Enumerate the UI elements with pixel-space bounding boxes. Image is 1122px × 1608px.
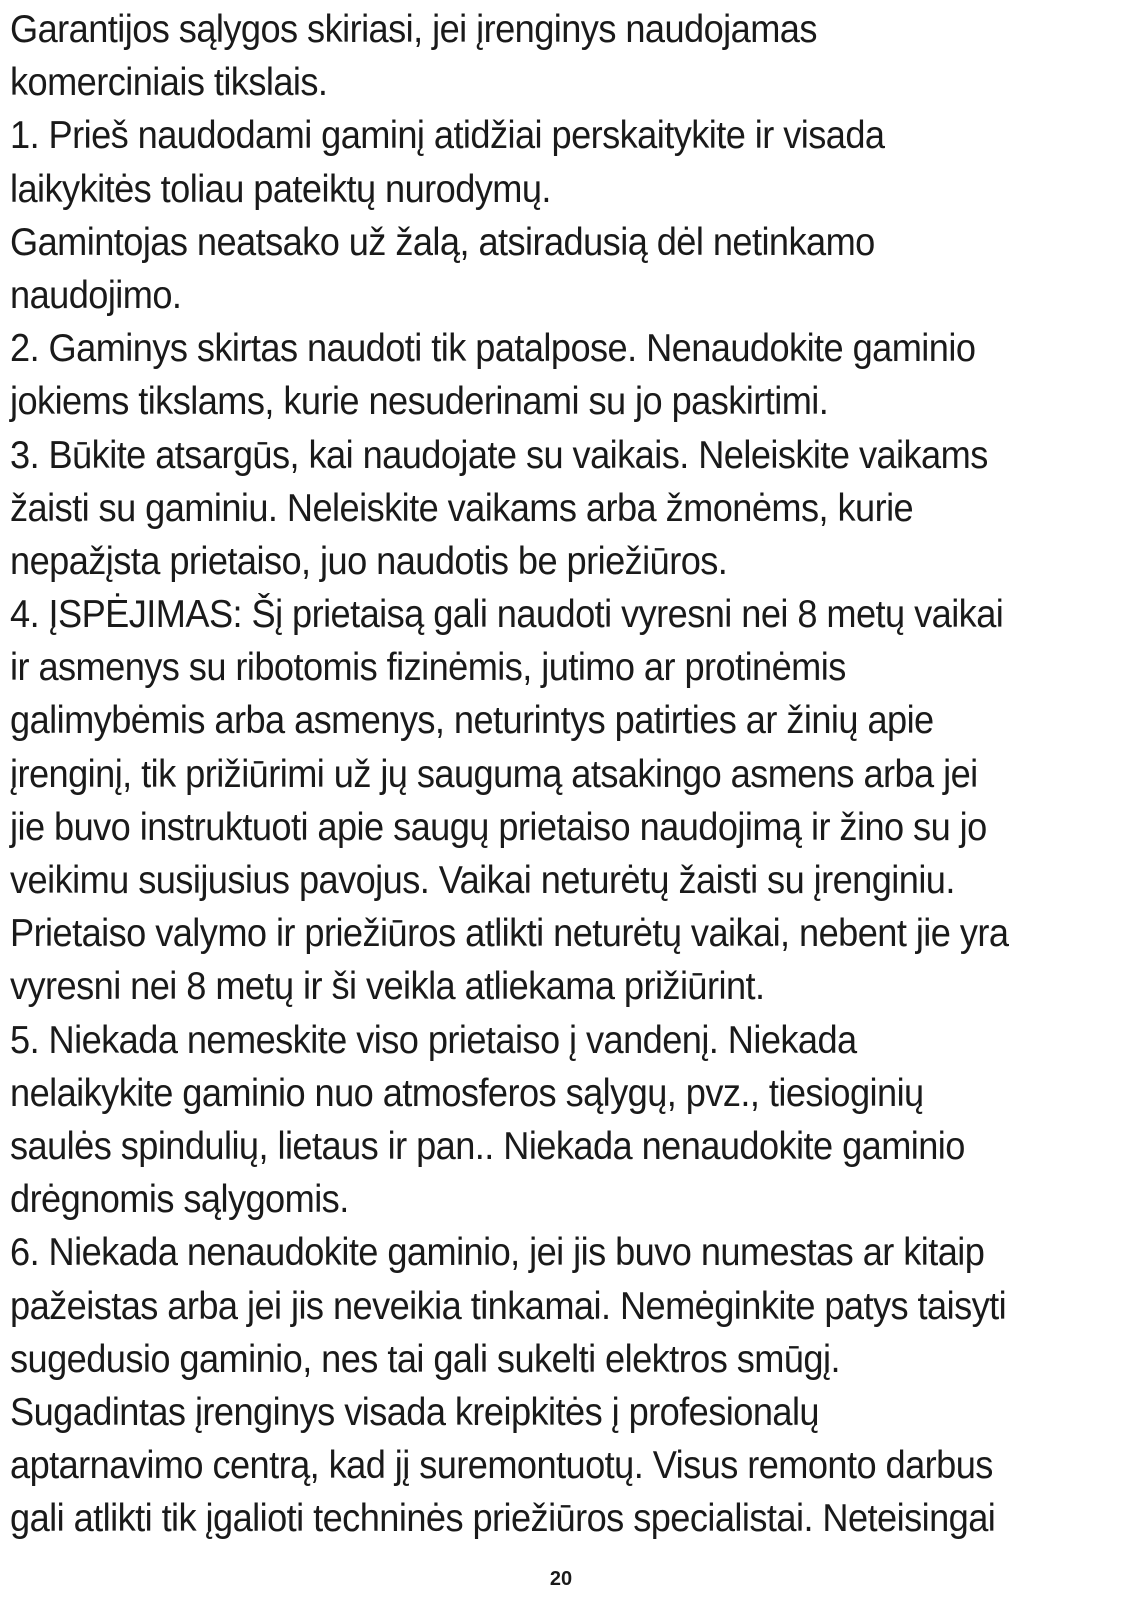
text-line: Prietaiso valymo ir priežiūros atlikti neturėtų vaikai, nebent jie yra bbox=[10, 912, 1009, 956]
text-line: Garantijos sąlygos skiriasi, jei įrenginys naudojamas bbox=[10, 8, 817, 51]
text-line: ir asmenys su ribotomis fizinėmis, jutimo ar protinėmis bbox=[10, 646, 846, 690]
page-number: 20 bbox=[549, 1568, 573, 1590]
text-line: 4. ĮSPĖJIMAS: Šį prietaisą gali naudoti vyresni nei 8 metų vaikai bbox=[10, 593, 1004, 637]
text-line: 3. Būkite atsargūs, kai naudojate su vaikais. Neleiskite vaikams bbox=[10, 433, 988, 477]
text-line: galimybėmis arba asmenys, neturintys patirties ar žinių apie bbox=[10, 699, 934, 743]
text-line: drėgnomis sąlygomis. bbox=[10, 1178, 349, 1222]
text-line: jokiems tikslams, kurie nesuderinami su jo paskirtimi. bbox=[10, 380, 829, 424]
text-line: Sugadintas įrenginys visada kreipkitės į profesionalų bbox=[10, 1390, 819, 1434]
body-text bbox=[10, 3, 1115, 1545]
text-line: nelaikykite gaminio nuo atmosferos sąlygų, pvz., tiesioginių bbox=[10, 1071, 924, 1115]
text-line: 6. Niekada nenaudokite gaminio, jei jis buvo numestas ar kitaip bbox=[10, 1231, 985, 1275]
text-line: 5. Niekada nemeskite viso prietaiso į vandenį. Niekada bbox=[10, 1018, 857, 1062]
text-line: 2. Gaminys skirtas naudoti tik patalpose. Nenaudokite gaminio bbox=[10, 327, 976, 371]
text-line: naudojimo. bbox=[10, 273, 182, 317]
text-line: komerciniais tikslais. bbox=[10, 61, 328, 105]
text-line: įrenginį, tik prižiūrimi už jų saugumą atsakingo asmens arba jei bbox=[10, 752, 978, 796]
text-line: saulės spindulių, lietaus ir pan.. Niekada nenaudokite gaminio bbox=[10, 1124, 965, 1168]
text-line: jie buvo instruktuoti apie saugų prietaiso naudojimą ir žino su jo bbox=[10, 805, 987, 849]
text-line: žaisti su gaminiu. Neleiskite vaikams arba žmonėms, kurie bbox=[10, 486, 914, 530]
text-line: sugedusio gaminio, nes tai gali sukelti elektros smūgį. bbox=[10, 1337, 840, 1381]
text-line: pažeistas arba jei jis neveikia tinkamai. Nemėginkite patys taisyti bbox=[10, 1284, 1007, 1328]
text-line: veikimu susijusius pavojus. Vaikai neturėtų žaisti su įrenginiu. bbox=[10, 859, 955, 902]
text-line: 1. Prieš naudodami gaminį atidžiai perskaitykite ir visada bbox=[10, 114, 885, 158]
text-line: nepažįsta prietaiso, juo naudotis be priežiūros. bbox=[10, 539, 728, 583]
text-line: gali atlikti tik įgalioti techninės priežiūros specialistai. Neteisingai bbox=[10, 1497, 996, 1541]
text-line: aptarnavimo centrą, kad jį suremontuotų. Visus remonto darbus bbox=[10, 1444, 993, 1488]
text-line: vyresni nei 8 metų ir ši veikla atliekama prižiūrint. bbox=[10, 965, 765, 1009]
text-line: laikykitės toliau pateiktų nurodymų. bbox=[10, 167, 551, 211]
text-line: Gamintojas neatsako už žalą, atsiradusią dėl netinkamo bbox=[10, 220, 875, 264]
